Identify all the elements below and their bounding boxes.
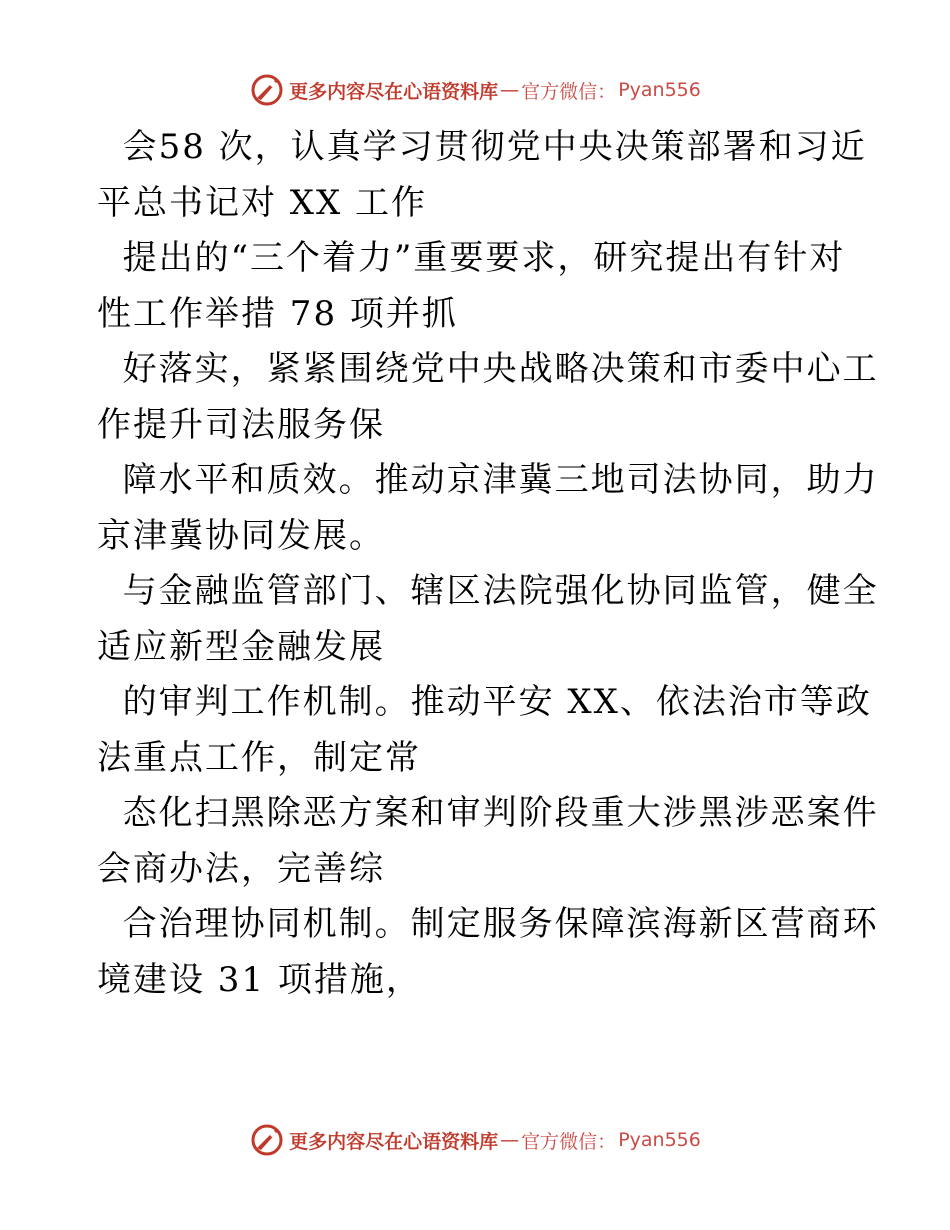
text-line: 法重点工作，制定常 (97, 737, 421, 778)
footer-site-title: 更多内容尽在心语资料库 (289, 1130, 499, 1153)
text-line: 会商办法，完善综 (97, 848, 385, 889)
header-banner (0, 70, 950, 110)
footer-separator: — (500, 1129, 520, 1151)
header-wechat-id: Pyan556 (618, 79, 701, 101)
text-line: 性工作举措 78 项并抓 (97, 293, 458, 334)
text-line: 作提升司法服务保 (97, 404, 385, 445)
text-line: 平总书记对 XX 工作 (97, 182, 428, 223)
text-line: 境建设 31 项措施， (97, 959, 422, 1000)
text-line: 与金融监管部门、辖区法院强化协同监管，健全 (97, 571, 879, 611)
document-body (97, 120, 879, 1008)
text-line: 的审判工作机制。推动平安 XX、依法治市等政 (97, 682, 872, 722)
header-wechat-label: 官方微信： (521, 80, 617, 103)
header-separator: — (500, 79, 520, 101)
quill-pen-icon (249, 72, 285, 108)
quill-pen-icon (249, 1122, 285, 1158)
text-line: 好落实，紧紧围绕党中央战略决策和市委中心工 (97, 349, 879, 389)
footer-banner (0, 1120, 950, 1160)
text-line: 会58 次，认真学习贯彻党中央决策部署和习近 (97, 127, 867, 167)
text-line: 京津冀协同发展。 (97, 515, 385, 556)
text-line: 障水平和质效。推动京津冀三地司法协同，助力 (97, 460, 879, 500)
text-line: 态化扫黑除恶方案和审判阶段重大涉黑涉恶案件 (97, 793, 879, 833)
text-line: 合治理协同机制。制定服务保障滨海新区营商环 (97, 904, 879, 944)
header-site-title: 更多内容尽在心语资料库 (289, 80, 499, 103)
text-line: 提出的“三个着力”重要要求，研究提出有针对 (97, 238, 846, 278)
footer-wechat-label: 官方微信： (521, 1130, 617, 1153)
text-line: 适应新型金融发展 (97, 626, 385, 667)
footer-wechat-id: Pyan556 (618, 1129, 701, 1151)
